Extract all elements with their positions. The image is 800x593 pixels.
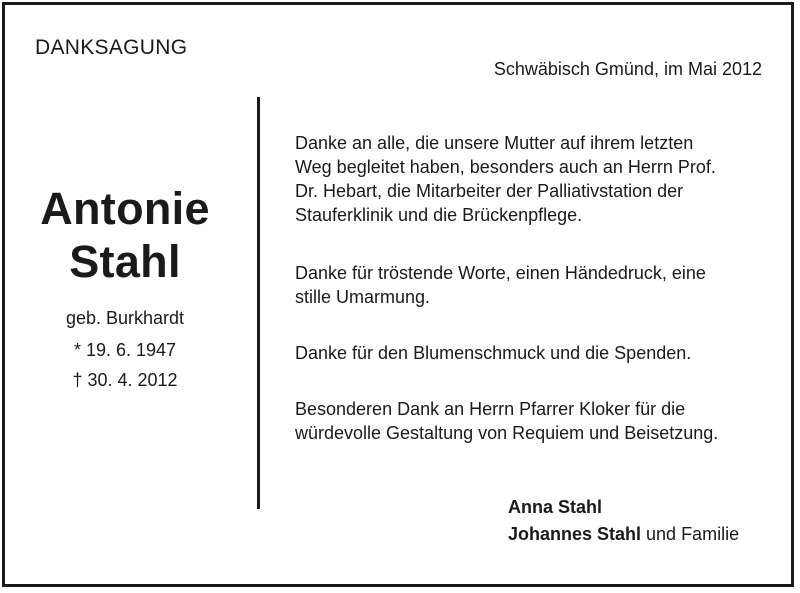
birth-name: geb. Burkhardt [65, 308, 185, 328]
signature-line [508, 521, 739, 548]
thanks-paragraph [295, 341, 775, 365]
signature-suffix: und Familie [641, 524, 740, 544]
signature-line [508, 494, 602, 521]
place-date: Schwäbisch Gmünd, im Mai 2012 [493, 59, 762, 79]
signatory-name: Johannes Stahl [508, 524, 642, 544]
text-line: Besonderen Dank an Herrn Pfarrer Kloker für die [295, 399, 686, 419]
vertical-divider [257, 97, 260, 509]
birth-date: * 19. 6. 1947 [73, 340, 177, 360]
thanks-paragraph [295, 131, 775, 227]
text-line: Weg begleitet haben, besonders auch an Herrn Prof. [295, 157, 716, 177]
thanks-paragraph [295, 261, 775, 309]
notice-heading: DANKSAGUNG [35, 36, 188, 59]
thanks-paragraph [295, 397, 775, 445]
text-line: Dr. Hebart, die Mitarbeiter der Palliativstation der [295, 181, 684, 201]
text-line: stille Umarmung. [295, 287, 431, 307]
death-date: † 30. 4. 2012 [72, 370, 178, 390]
signatory-name: Anna Stahl [508, 497, 603, 517]
text-line: würdevolle Gestaltung von Requiem und Beisetzung. [295, 423, 719, 443]
text-line: Danke an alle, die unsere Mutter auf ihrem letzten [295, 133, 694, 153]
text-line: Danke für den Blumenschmuck und die Spenden. [295, 343, 692, 363]
deceased-last-name: Stahl [69, 236, 181, 287]
text-line: Stauferklinik und die Brückenpflege. [295, 205, 583, 225]
text-line: Danke für tröstende Worte, einen Händedruck, eine [295, 263, 706, 283]
deceased-first-name: Antonie [40, 183, 210, 234]
